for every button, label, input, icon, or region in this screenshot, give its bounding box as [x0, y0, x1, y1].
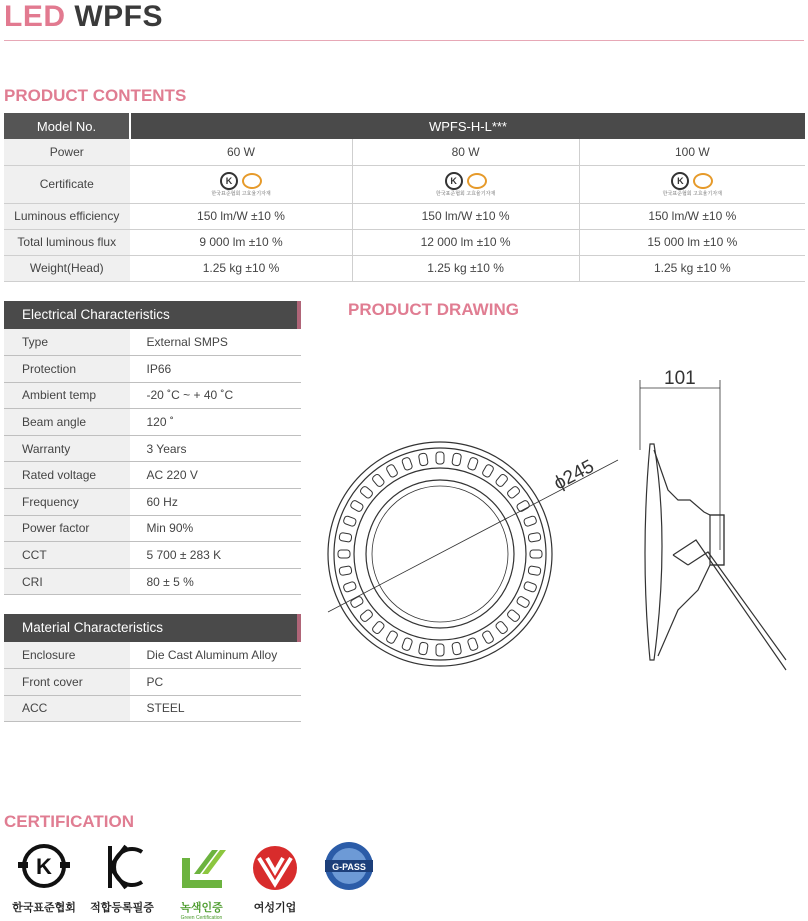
fin — [418, 453, 428, 466]
fin — [516, 500, 530, 513]
fin — [371, 620, 385, 634]
row-label: Total luminous flux — [4, 229, 130, 255]
title-divider — [4, 40, 804, 41]
cell: 150 lm/W ±10 % — [579, 203, 805, 229]
cert-caption: 한국표준협회 고효율기자재 — [662, 190, 722, 197]
row-label: Luminous efficiency — [4, 203, 130, 229]
women-biz-label: 여성기업 — [253, 902, 297, 914]
ks-icon: K — [445, 172, 463, 190]
fin — [452, 453, 462, 466]
cert-caption: 한국표준협회 고효율기자재 — [435, 190, 496, 197]
fin — [467, 457, 479, 471]
table-row — [4, 515, 301, 542]
table-row — [4, 356, 301, 383]
spec-key: CRI — [4, 568, 130, 595]
spec-value: Min 90% — [130, 515, 301, 542]
green-cert-logo — [164, 840, 239, 921]
spec-key: Rated voltage — [4, 462, 130, 489]
fin — [418, 642, 428, 655]
page-title — [4, 0, 163, 34]
model-value: WPFS-H-L*** — [130, 113, 805, 139]
table-row — [4, 489, 301, 516]
cell: 1.25 kg ±10 % — [352, 255, 579, 281]
ks-icon: K — [220, 172, 238, 190]
spec-value: 3 Years — [130, 435, 301, 462]
fin — [523, 581, 537, 593]
spec-value: 5 700 ± 283 K — [130, 542, 301, 569]
cell: 150 lm/W ±10 % — [352, 203, 579, 229]
spec-key: CCT — [4, 542, 130, 569]
spec-key: Beam angle — [4, 409, 130, 436]
table-row — [4, 462, 301, 489]
spec-key: Front cover — [4, 669, 130, 696]
fin — [350, 596, 364, 609]
spec-value: -20 ˚C ~ + 40 ˚C — [130, 382, 301, 409]
fin — [452, 642, 462, 655]
high-efficiency-icon — [242, 173, 262, 189]
fin — [401, 457, 413, 471]
cell: 9 000 lm ±10 % — [130, 229, 352, 255]
spec-value: IP66 — [130, 356, 301, 383]
certification-heading: CERTIFICATION — [4, 812, 135, 831]
table-row — [4, 568, 301, 595]
cert-caption: 한국표준협회 고효율기자재 — [211, 190, 271, 197]
spec-value: Die Cast Aluminum Alloy — [130, 642, 301, 669]
high-efficiency-icon — [467, 173, 487, 189]
spec-value: 120 ˚ — [130, 409, 301, 436]
table-row — [4, 382, 301, 409]
fin — [436, 644, 444, 656]
material-characteristics — [4, 614, 301, 722]
spec-value: External SMPS — [130, 329, 301, 356]
women-biz-logo — [240, 840, 310, 915]
spec-key: Frequency — [4, 489, 130, 516]
table-row — [4, 255, 805, 281]
table-row — [4, 642, 301, 669]
table-row — [4, 669, 301, 696]
spec-key: Protection — [4, 356, 130, 383]
spec-key: Power factor — [4, 515, 130, 542]
ks-logo — [4, 840, 84, 915]
product-drawing — [318, 340, 798, 680]
fin — [339, 532, 352, 542]
fin — [401, 637, 413, 651]
certificate-icons — [352, 165, 579, 203]
table-row — [4, 329, 301, 356]
fin — [495, 473, 509, 487]
green-cert-sub: Green Certification — [180, 915, 223, 921]
spec-key: ACC — [4, 695, 130, 722]
certification-logos — [4, 840, 404, 921]
fin — [528, 532, 541, 542]
outer-ring — [328, 442, 552, 666]
table-row — [4, 203, 805, 229]
title-prefix: LED — [4, 0, 66, 33]
cell: 80 W — [352, 139, 579, 165]
table-row — [4, 229, 805, 255]
kc-label: 적합등록필증 — [90, 902, 154, 914]
gpass-logo — [314, 840, 384, 899]
table-row — [4, 165, 805, 203]
spec-key: Enclosure — [4, 642, 130, 669]
kc-logo — [82, 840, 162, 915]
fin — [516, 596, 530, 609]
certificate-icons — [130, 165, 352, 203]
cell: 12 000 lm ±10 % — [352, 229, 579, 255]
fin — [495, 620, 509, 634]
cell: 1.25 kg ±10 % — [579, 255, 805, 281]
side-view — [645, 444, 786, 670]
fin — [371, 473, 385, 487]
table-row — [4, 139, 805, 165]
cell: 150 lm/W ±10 % — [130, 203, 352, 229]
spec-value: STEEL — [130, 695, 301, 722]
row-label: Power — [4, 139, 130, 165]
fin — [350, 500, 364, 513]
heat-sink-fins — [338, 452, 542, 656]
fin — [523, 515, 537, 527]
fin — [359, 485, 373, 499]
fin — [506, 609, 520, 623]
row-label: Weight(Head) — [4, 255, 130, 281]
product-contents-table — [4, 113, 805, 282]
ks-icon: K — [671, 172, 689, 190]
high-efficiency-icon — [693, 173, 713, 189]
spec-key: Warranty — [4, 435, 130, 462]
spec-key: Type — [4, 329, 130, 356]
product-drawing-heading: PRODUCT DRAWING — [348, 300, 519, 319]
row-label: Certificate — [4, 165, 130, 203]
spec-value: AC 220 V — [130, 462, 301, 489]
spec-key: Ambient temp — [4, 382, 130, 409]
fin — [359, 609, 373, 623]
cell: 60 W — [130, 139, 352, 165]
diameter-label: ϕ245 — [550, 455, 598, 495]
cell: 100 W — [579, 139, 805, 165]
fin — [338, 550, 350, 558]
fin — [386, 464, 399, 478]
fin — [386, 630, 399, 644]
spec-value: 60 Hz — [130, 489, 301, 516]
model-no-header: Model No. — [4, 113, 130, 139]
table-row — [4, 409, 301, 436]
certificate-icons — [579, 165, 805, 203]
gpass-text: G-PASS — [332, 862, 366, 872]
fin — [339, 566, 352, 576]
fin — [530, 550, 542, 558]
electrical-heading: Electrical Characteristics — [4, 301, 301, 329]
fin — [482, 464, 495, 478]
fin — [506, 485, 520, 499]
electrical-characteristics — [4, 301, 301, 595]
cell: 15 000 lm ±10 % — [579, 229, 805, 255]
spec-value: PC — [130, 669, 301, 696]
spec-value: 80 ± 5 % — [130, 568, 301, 595]
table-row — [4, 435, 301, 462]
green-cert-label: 녹색인증 — [180, 902, 223, 914]
fin — [482, 630, 495, 644]
cell: 1.25 kg ±10 % — [130, 255, 352, 281]
title-name: WPFS — [74, 0, 164, 33]
fin — [467, 637, 479, 651]
product-contents-heading: PRODUCT CONTENTS — [4, 86, 187, 105]
ks-label: 한국표준협회 — [12, 902, 76, 914]
table-row — [4, 542, 301, 569]
fin — [343, 581, 357, 593]
svg-text:K: K — [36, 854, 52, 879]
fin — [436, 452, 444, 464]
fin — [343, 515, 357, 527]
table-row — [4, 695, 301, 722]
width-label: 101 — [664, 368, 696, 389]
material-heading: Material Characteristics — [4, 614, 301, 642]
fin — [528, 566, 541, 576]
